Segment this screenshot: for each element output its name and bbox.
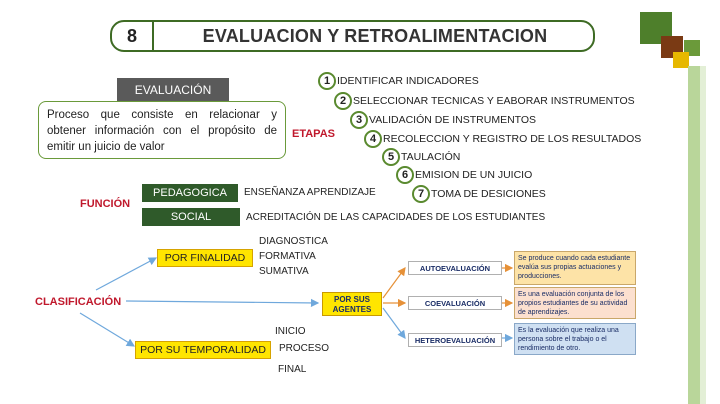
arrow-to-temporalidad	[80, 313, 134, 346]
autoevaluacion-box: AUTOEVALUACIÓN	[408, 261, 502, 275]
etapas-label: ETAPAS	[292, 128, 335, 140]
stage-number: 4	[364, 130, 382, 148]
stage-number: 2	[334, 92, 352, 110]
slide-title: EVALUACION Y RETROALIMENTACION	[202, 25, 548, 46]
stage-item	[318, 72, 479, 90]
stage-item	[334, 92, 635, 110]
stage-text: TAULACIÓN	[401, 151, 461, 163]
stage-number: 6	[396, 166, 414, 184]
autoevaluacion-desc: Se produce cuando cada estudiante evalúa sus propias actuaciones y producciones.	[514, 251, 636, 285]
por-finalidad-box: POR FINALIDAD	[157, 249, 253, 267]
stage-number: 7	[412, 185, 430, 203]
funcion-social-pill: SOCIAL	[142, 208, 240, 226]
stage-text: IDENTIFICAR INDICADORES	[337, 75, 479, 87]
funcion-pedagogica-desc: ENSEÑANZA APRENDIZAJE	[244, 187, 376, 198]
stage-text: EMISION DE UN JUICIO	[415, 169, 533, 181]
stage-item	[382, 148, 460, 166]
temporalidad-item: INICIO	[275, 326, 306, 337]
stage-item	[396, 166, 532, 184]
decor-square-yellow	[673, 52, 689, 68]
stage-number: 1	[318, 72, 336, 90]
coevaluacion-desc: Es una evaluación conjunta de los propios estudiantes de su actividad de aprendizajes.	[514, 287, 636, 319]
heteroevaluacion-desc: Es la evaluación que realiza una persona sobre el trabajo o el rendimiento de otro.	[514, 323, 636, 355]
funcion-label: FUNCIÓN	[80, 198, 131, 210]
stage-item	[350, 111, 536, 129]
decor-side-bar	[688, 66, 700, 404]
slide-number: 8	[112, 20, 154, 52]
heteroevaluacion-box: HETEROEVALUACIÓN	[408, 333, 502, 347]
decor-side-bar-light	[700, 66, 706, 404]
arrow-to-finalidad	[96, 258, 156, 290]
evaluacion-definition: Proceso que consiste en relacionar y obtener información con el propósito de emitir un juicio de valor	[38, 101, 286, 159]
stage-number: 3	[350, 111, 368, 129]
stage-number: 5	[382, 148, 400, 166]
stage-text: SELECCIONAR TECNICAS Y EABORAR INSTRUMENTOS	[353, 95, 635, 107]
temporalidad-item: FINAL	[278, 364, 307, 375]
arrow-to-heteroevaluacion	[383, 308, 405, 338]
funcion-social-desc: ACREDITACIÓN DE LAS CAPACIDADES DE LOS ESTUDIANTES	[246, 212, 546, 223]
clasificacion-label: CLASIFICACIÓN	[35, 296, 122, 308]
coevaluacion-box: COEVALUACIÓN	[408, 296, 502, 310]
temporalidad-item: PROCESO	[279, 343, 330, 354]
por-sus-agentes-box: POR SUS AGENTES	[322, 292, 382, 316]
stage-item	[364, 130, 641, 148]
stage-item	[412, 185, 546, 203]
stage-text: TOMA DE DESICIONES	[431, 188, 546, 200]
finalidad-item: FORMATIVA	[259, 251, 316, 262]
stage-text: RECOLECCION Y REGISTRO DE LOS RESULTADOS	[383, 133, 642, 145]
evaluacion-label: EVALUACIÓN	[117, 78, 229, 102]
funcion-pedagogica-pill: PEDAGOGICA	[142, 184, 238, 202]
finalidad-item: DIAGNOSTICA	[259, 236, 328, 247]
arrow-to-agentes	[126, 301, 318, 303]
finalidad-item: SUMATIVA	[259, 266, 309, 277]
arrow-to-autoevaluacion	[383, 268, 405, 298]
stage-text: VALIDACIÓN DE INSTRUMENTOS	[369, 114, 537, 126]
por-temporalidad-box: POR SU TEMPORALIDAD	[135, 341, 271, 359]
